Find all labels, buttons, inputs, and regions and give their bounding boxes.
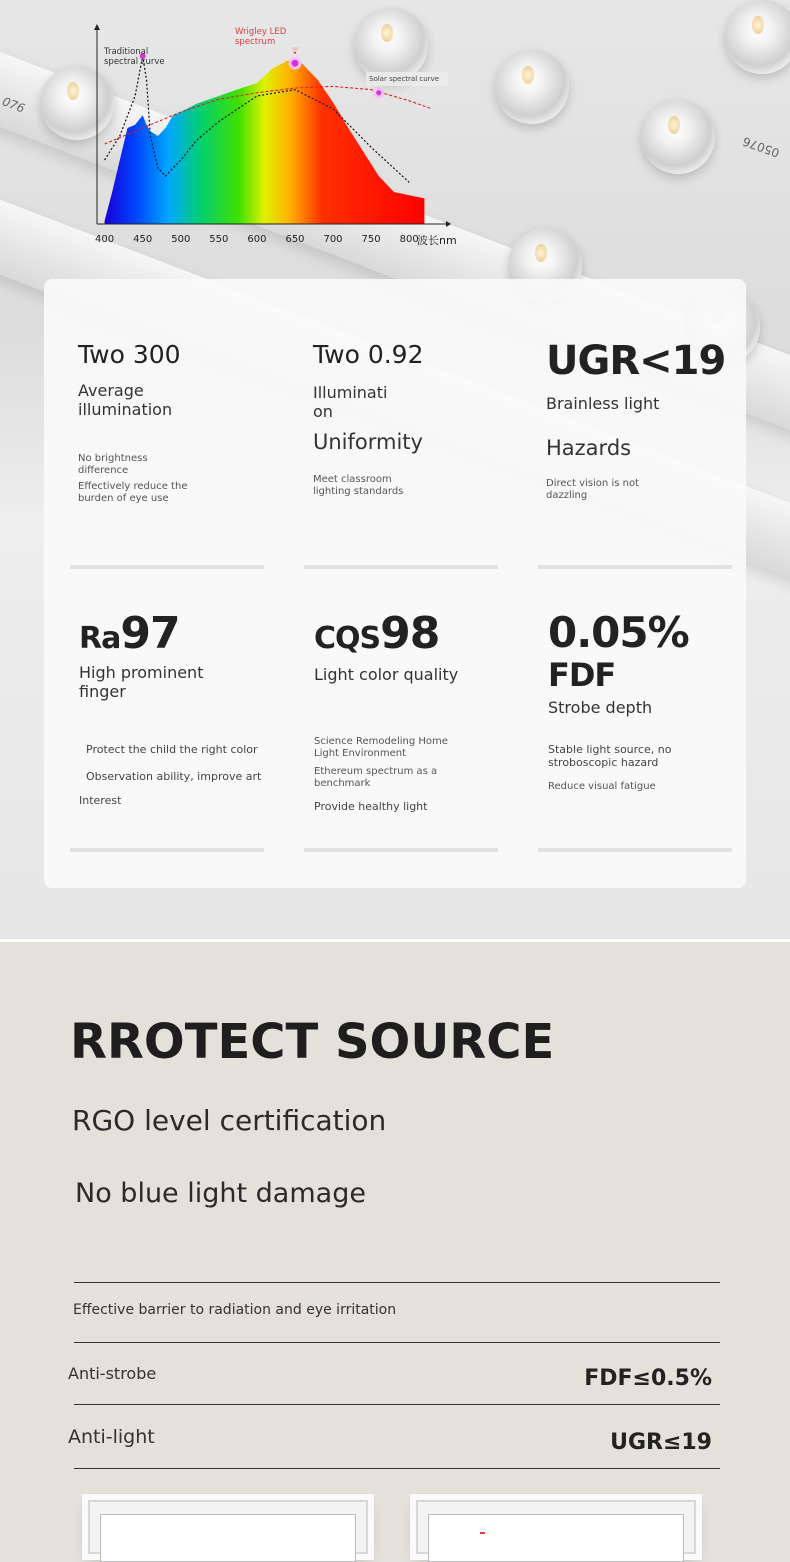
solar-curve-label: Solar spectral curve: [366, 72, 448, 86]
x-tick-label: 600: [247, 234, 267, 245]
row-separator: [74, 1404, 720, 1405]
certificate-frame: [416, 1500, 696, 1554]
row-separator: [74, 1468, 720, 1469]
feature-detail: Science Remodeling Home Light Environment: [314, 736, 448, 759]
led-lens: [495, 50, 569, 124]
spec-value: FDF≤0.5%: [584, 1366, 712, 1391]
feature-card-illumination: [78, 340, 272, 505]
barrier-text: Effective barrier to radiation and eye irritation: [73, 1302, 397, 1318]
feature-detail: Direct vision is not dazzling: [546, 478, 639, 501]
traditional-curve-label: Traditional spectral curve: [104, 47, 165, 67]
feature-title-prefix: CQS: [314, 621, 381, 656]
feature-title: 97: [120, 608, 180, 659]
feature-title: Two 0.92: [313, 340, 424, 369]
blue-light-line: No blue light damage: [75, 1178, 366, 1209]
x-tick-label: 500: [171, 234, 191, 245]
spec-value: UGR≤19: [610, 1430, 712, 1455]
feature-subtitle: Light color quality: [314, 665, 459, 684]
led-lens: [725, 0, 790, 74]
feature-card-ugr: [546, 338, 740, 502]
feature-subtitle: Illuminati on: [313, 383, 388, 421]
feature-card-uniformity: [313, 340, 507, 498]
strip-code-right: 05076: [740, 133, 782, 161]
feature-card-cqs: [314, 608, 508, 813]
feature-subtitle-2: Uniformity: [313, 430, 423, 454]
feature-subtitle-2: Hazards: [546, 436, 632, 460]
feature-subtitle: High prominent finger: [79, 663, 204, 701]
certification-line: RGO level certification: [72, 1104, 387, 1137]
row-separator: [74, 1342, 720, 1343]
feature-title: Two 300: [78, 340, 181, 369]
feature-title: 98: [380, 608, 440, 659]
led-spectrum-label: Wrigley LED spectrum: [232, 26, 322, 52]
feature-subtitle: Strobe depth: [548, 698, 653, 717]
card-divider: [70, 848, 264, 852]
x-axis-arrow: [446, 221, 451, 227]
x-axis-label: 波长nm: [417, 234, 457, 247]
row-separator: [74, 1282, 720, 1283]
certificate-document: [428, 1514, 684, 1562]
feature-detail: Interest: [79, 794, 122, 807]
spec-label: Anti-strobe: [68, 1364, 157, 1383]
x-tick-label: 400: [95, 234, 115, 245]
x-tick-label: 550: [209, 234, 229, 245]
feature-detail: Effectively reduce the burden of eye use: [78, 481, 188, 504]
feature-title-2: FDF: [548, 656, 616, 694]
feature-detail: Observation ability, improve art: [86, 770, 262, 783]
solar-marker: [375, 89, 383, 97]
strip-code-left: 076: [0, 94, 27, 116]
x-tick-label: 450: [133, 234, 153, 245]
feature-card-ra: [79, 608, 273, 807]
x-tick-label: 700: [323, 234, 343, 245]
feature-detail: Stable light source, no stroboscopic hazard: [548, 743, 672, 769]
led-peak-marker: [290, 58, 300, 68]
feature-detail: No brightness difference: [78, 453, 148, 476]
certificate-frame: [88, 1500, 368, 1554]
feature-card-fdf: [548, 608, 738, 793]
certificate-document: [100, 1514, 356, 1562]
feature-detail: Provide healthy light: [314, 800, 428, 813]
feature-detail: Protect the child the right color: [86, 743, 258, 756]
feature-title: 0.05%: [548, 608, 689, 657]
feature-detail: Reduce visual fatigue: [548, 781, 656, 792]
feature-detail: Ethereum spectrum as a benchmark: [314, 766, 438, 789]
feature-subtitle: Brainless light: [546, 394, 660, 413]
certificate-mark: [480, 1532, 485, 1534]
card-divider: [70, 565, 264, 569]
feature-subtitle: Average illumination: [78, 381, 173, 419]
led-lens: [641, 100, 715, 174]
protect-heading: RROTECT SOURCE: [70, 1014, 555, 1070]
x-tick-label: 650: [285, 234, 305, 245]
card-divider: [538, 565, 732, 569]
feature-title: UGR<19: [546, 338, 726, 384]
x-tick-label: 800: [399, 234, 419, 245]
card-divider: [304, 565, 498, 569]
x-tick-label: 750: [361, 234, 381, 245]
feature-title-prefix: Ra: [79, 621, 121, 656]
feature-detail: Meet classroom lighting standards: [313, 474, 404, 497]
y-axis-arrow: [94, 24, 100, 30]
card-divider: [538, 848, 732, 852]
spec-label: Anti-light: [68, 1426, 155, 1448]
card-divider: [304, 848, 498, 852]
